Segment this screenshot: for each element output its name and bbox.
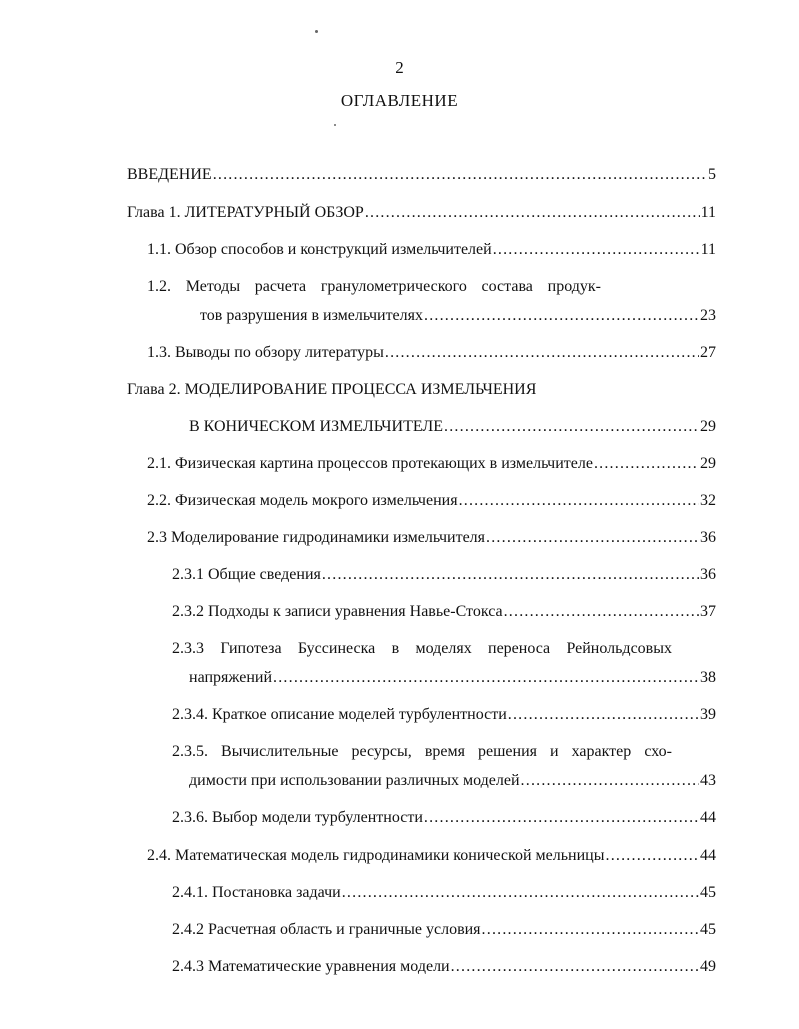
dot-leader (508, 705, 699, 725)
word: Вычислительные (221, 743, 339, 760)
toc-entry-page: 5 (708, 166, 716, 183)
scan-speck (334, 124, 336, 126)
dot-leader (342, 883, 699, 903)
dot-leader (322, 565, 699, 585)
toc-entry-title: Глава 2. МОДЕЛИРОВАНИЕ ПРОЦЕССА ИЗМЕЛЬЧЕНИЯ (127, 381, 537, 398)
word: 2.3.3 (172, 640, 204, 657)
dot-leader (504, 602, 699, 622)
toc-entry-chapter-1[interactable] (127, 203, 716, 223)
toc-entry-chapter-2-line-1[interactable] (127, 380, 536, 400)
toc-entry-intro[interactable] (127, 165, 716, 185)
toc-entry-title: 1.3. Выводы по обзору литературы (147, 344, 384, 361)
toc-entry-2-1[interactable] (147, 454, 716, 474)
word: ресурсы, (351, 743, 412, 760)
toc-entry-page: 11 (700, 204, 716, 221)
toc-entry-title: 2.4.1. Постановка задачи (172, 884, 341, 901)
toc-entry-2-3-1[interactable] (172, 565, 716, 585)
toc-entry-2-3[interactable] (147, 528, 716, 548)
word: Буссинеска (297, 640, 376, 657)
toc-entry-2-2[interactable] (147, 491, 716, 511)
dot-leader (594, 454, 699, 474)
toc-entry-page: 45 (700, 884, 716, 901)
word: в (391, 640, 400, 657)
dot-leader (444, 417, 699, 437)
toc-entry-2-4-2[interactable] (172, 920, 716, 940)
word: состава (481, 278, 533, 295)
toc-entry-title: Глава 1. ЛИТЕРАТУРНЫЙ ОБЗОР (127, 204, 364, 221)
toc-entry-title: В КОНИЧЕСКОМ ИЗМЕЛЬЧИТЕЛЕ (189, 418, 444, 435)
dot-leader (482, 920, 699, 940)
toc-entry-title: 2.1. Физическая картина процессов протекающих в измельчителе (147, 455, 593, 472)
dot-leader (385, 343, 699, 363)
toc-entry-chapter-2-line-2[interactable] (189, 417, 716, 437)
toc-entry-2-3-5-line-1[interactable] (172, 742, 672, 762)
toc-entry-title: 2.4.3 Математические уравнения модели (172, 958, 450, 975)
word: переноса (488, 640, 551, 657)
dot-leader (486, 528, 699, 548)
toc-entry-1-2-line-2[interactable] (200, 306, 716, 326)
toc-entry-2-3-4[interactable] (172, 705, 716, 725)
word: моделях (415, 640, 472, 657)
toc-entry-2-4[interactable] (147, 846, 716, 866)
dot-leader (213, 165, 707, 185)
toc-entry-title: димости при использовании различных моделей (189, 772, 520, 789)
word: 2.3.5. (172, 743, 208, 760)
toc-entry-page: 37 (700, 603, 716, 620)
word: продук- (547, 278, 601, 295)
word: схо- (644, 743, 672, 760)
toc-entry-page: 39 (700, 706, 716, 723)
word: характер (571, 743, 632, 760)
word: и (550, 743, 559, 760)
toc-entry-1-1[interactable] (147, 240, 716, 260)
scan-speck (315, 30, 318, 33)
dot-leader (459, 491, 699, 511)
toc-entry-page: 29 (700, 418, 716, 435)
word: расчета (254, 278, 307, 295)
toc-entry-2-3-3-line-2[interactable] (189, 668, 716, 688)
toc-entry-title: 2.4. Математическая модель гидродинамики конической мельницы (147, 847, 605, 864)
dot-leader (365, 203, 700, 223)
word: время (424, 743, 465, 760)
toc-entry-page: 32 (700, 492, 716, 509)
word: решения (477, 743, 537, 760)
dot-leader (273, 668, 699, 688)
dot-leader (451, 957, 699, 977)
word: Гипотеза (220, 640, 282, 657)
toc-entry-1-2-line-1[interactable] (147, 277, 601, 297)
toc-entry-title: 2.3.1 Общие сведения (172, 566, 321, 583)
toc-entry-2-3-6[interactable] (172, 808, 716, 828)
toc-entry-page: 23 (700, 307, 716, 324)
toc-entry-title: 2.3.6. Выбор модели турбулентности (172, 809, 423, 826)
toc-entry-title: 2.3 Моделирование гидродинамики измельчителя (147, 529, 486, 546)
toc-entry-page: 45 (700, 921, 716, 938)
dot-leader (606, 846, 700, 866)
toc-entry-title: 2.2. Физическая модель мокрого измельчения (147, 492, 458, 509)
toc-entry-title: ВВЕДЕНИЕ (127, 166, 212, 183)
toc-entry-page: 44 (700, 809, 716, 826)
toc-entry-title: 2.3.2 Подходы к записи уравнения Навье-Стокса (172, 603, 503, 620)
toc-entry-1-3[interactable] (147, 343, 716, 363)
toc-entry-title: напряжений (189, 669, 273, 686)
dot-leader (424, 306, 699, 326)
toc-entry-page: 27 (700, 344, 716, 361)
word: гранулометрического (320, 278, 467, 295)
toc-entry-title: 1.1. Обзор способов и конструкций измельчителей (147, 241, 492, 258)
dot-leader (493, 240, 700, 260)
toc-entry-page: 36 (700, 529, 716, 546)
toc-entry-page: 38 (700, 669, 716, 686)
toc-entry-2-4-1[interactable] (172, 883, 716, 903)
toc-entry-page: 49 (700, 958, 716, 975)
toc-entry-page: 36 (700, 566, 716, 583)
word: 1.2. (147, 278, 171, 295)
page-title: ОГЛАВЛЕНИЕ (340, 91, 459, 110)
toc-entry-title: тов разрушения в измельчителях (200, 307, 423, 324)
dot-leader (424, 808, 699, 828)
toc-entry-title: 2.3.4. Краткое описание моделей турбулентности (172, 706, 507, 723)
word: Рейнольдсовых (566, 640, 672, 657)
page-number: 2 (395, 58, 404, 77)
dot-leader (521, 771, 699, 791)
toc-entry-2-3-3-line-1[interactable] (172, 639, 672, 659)
word: Методы (185, 278, 241, 295)
toc-entry-2-3-5-line-2[interactable] (189, 771, 716, 791)
toc-entry-page: 29 (700, 455, 716, 472)
toc-entry-page: 11 (700, 241, 716, 258)
toc-entry-page: 43 (700, 772, 716, 789)
toc-entry-2-3-2[interactable] (172, 602, 716, 622)
toc-entry-title: 2.4.2 Расчетная область и граничные условия (172, 921, 481, 938)
toc-entry-page: 44 (700, 847, 716, 864)
toc-entry-2-4-3[interactable] (172, 957, 716, 977)
